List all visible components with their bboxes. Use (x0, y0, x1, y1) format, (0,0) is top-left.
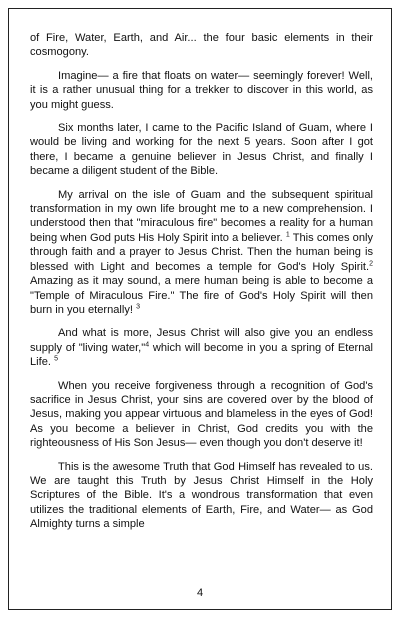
footnote-marker: 5 (54, 355, 58, 363)
paragraph (30, 188, 373, 318)
book-page (8, 8, 392, 610)
paragraph-text: And what is more, Jesus Christ will also give you an endless supply of "living water," (30, 327, 373, 354)
paragraph-text: Imagine— a fire that floats on water— seemingly forever! Well, it is a rather unusual thing for a trekker to discover in this world, as you might guess. (30, 69, 373, 111)
paragraph (30, 121, 373, 179)
paragraph-text: This comes only through faith and a prayer to Jesus Christ. Then the human being is blessed with Light and becomes a temple for God's Holy Spirit. (30, 231, 374, 273)
paragraph (30, 379, 373, 451)
paragraph-text: My arrival on the isle of Guam and the subsequent spiritual transformation in my own life brought me to a new comprehension. I understood then that "miraculous fire" becomes a reality for a human being when God puts His Holy Spirit into a believer. (30, 188, 373, 244)
paragraph (30, 326, 373, 369)
footnote-marker: 4 (145, 341, 150, 349)
paragraph-text: Amazing as it may sound, a mere human being is able to become a "Temple of Miraculous Fire." The fire of God's Holy Spirit will then burn in you eternally! (30, 275, 373, 316)
footnote-marker: 3 (136, 303, 140, 311)
page-number: 4 (196, 587, 204, 599)
paragraph (30, 460, 373, 532)
paragraph-text: of Fire, Water, Earth, and Air... the four basic elements in their cosmogony. (30, 32, 373, 59)
footnote-marker: 2 (369, 260, 373, 267)
paragraph-text: Six months later, I came to the Pacific Island of Guam, where I would be living and working for the next 5 years. Soon after I got there, I became a genuine believer in Jesus Christ, and finally I became a diligent student of the Bible. (30, 122, 373, 178)
paragraph-text: This is the awesome Truth that God Himself has revealed to us. We are taught this Truth by Jesus Christ Himself in the Holy Scriptures of the Bible. It's a wondrous transformation that even utilizes the traditional elements of Earth, Fire, and Water— as God Almighty turns a simple (30, 460, 373, 531)
paragraph-text: which will become in you a spring of Eternal Life. (30, 341, 373, 369)
paragraph (30, 69, 373, 112)
page-text-body (30, 31, 373, 541)
paragraph-text: When you receive forgiveness through a recognition of God's sacrifice in Jesus Christ, your sins are covered over by the blood of Jesus, making you appear virtuous and blameless in the eyes of God! As you become a believer in Christ, God credits you with the righteousness of His Son Jesus— even though you don't deserve it! (30, 379, 373, 450)
paragraph (30, 31, 373, 60)
footnote-marker: 1 (285, 231, 290, 239)
